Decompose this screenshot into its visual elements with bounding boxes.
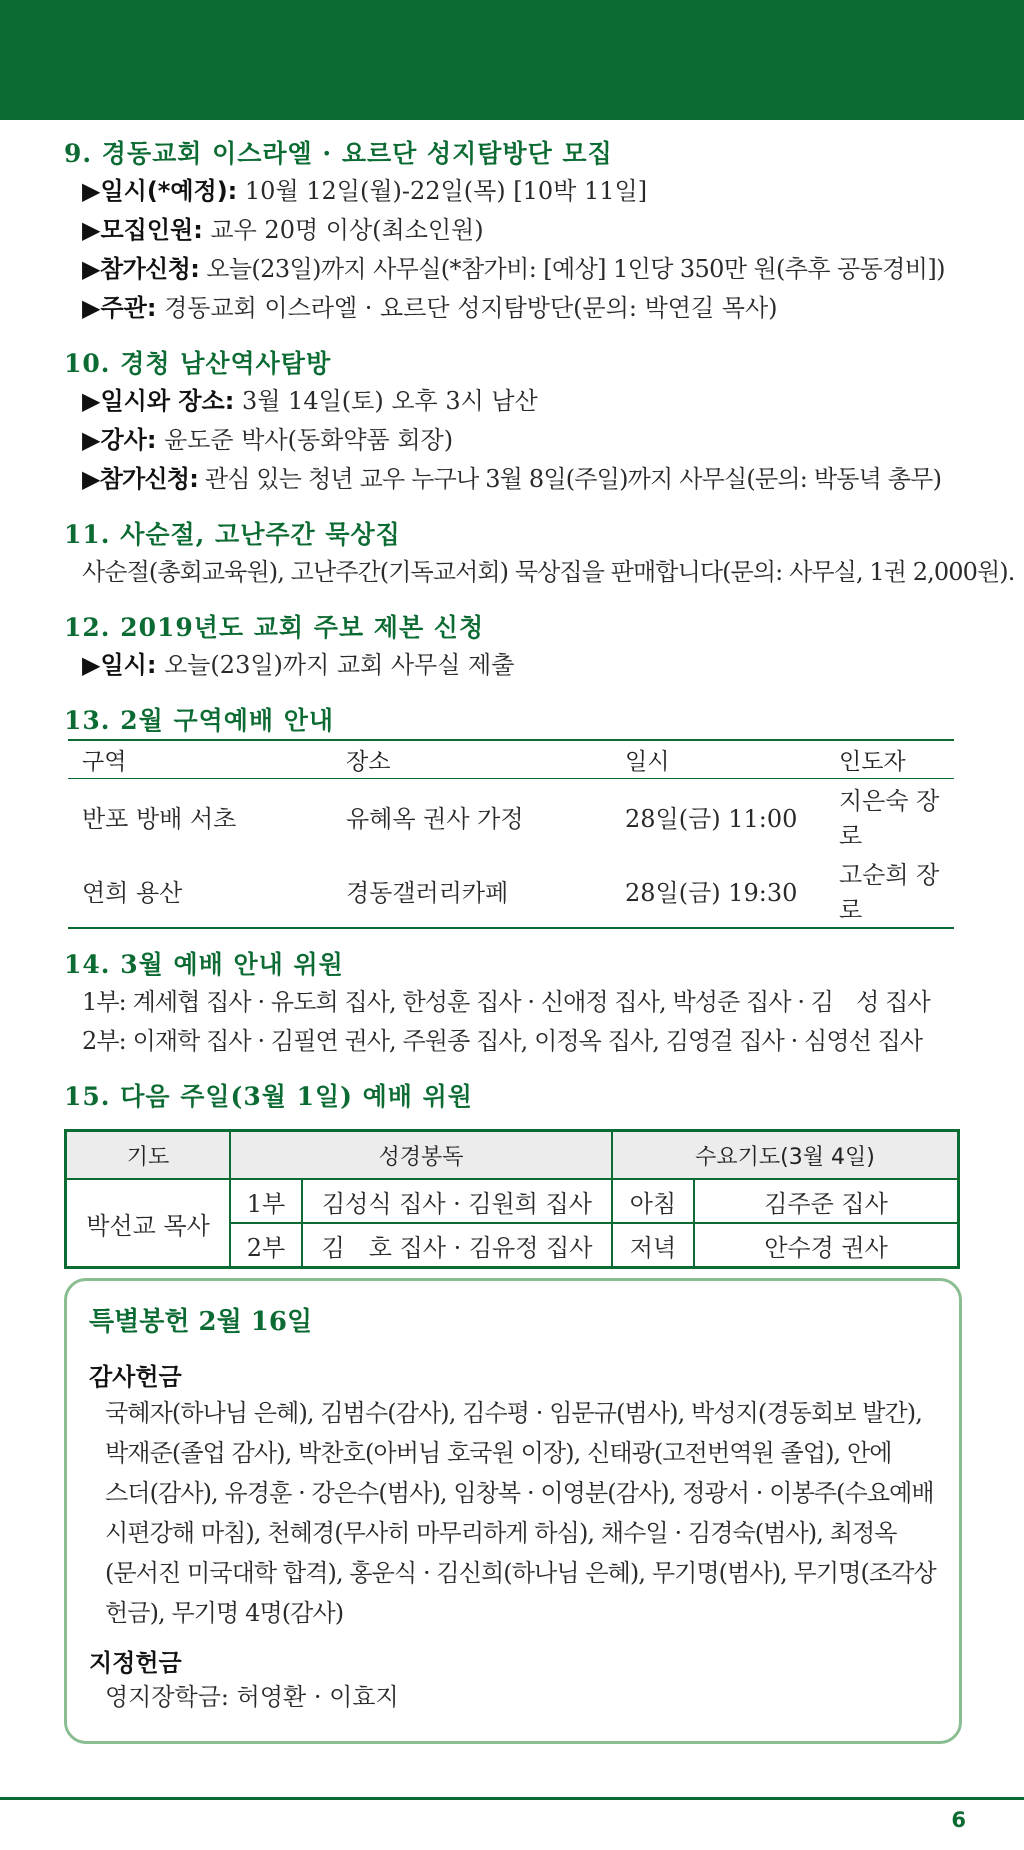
header-banner xyxy=(0,0,1024,120)
s10-item: ▶참가신청: 관심 있는 청년 교우 누구나 3월 8일(주일)까지 사무실(문의: 박동녁 총무) xyxy=(82,465,942,493)
page-number: 6 xyxy=(951,1808,966,1832)
section-14-title: 14. 3월 예배 안내 위원 xyxy=(64,950,344,979)
offering-line: 박재준(졸업 감사), 박찬호(아버님 호국원 이장), 신태광(고전번역원 졸업), 안에 xyxy=(105,1439,892,1467)
table-row xyxy=(66,1179,959,1223)
s12-item: ▶일시: 오늘(23일)까지 교회 사무실 제출 xyxy=(82,651,515,679)
wed-leader: 안수경 권사 xyxy=(694,1223,959,1268)
prayer-leader: 박선교 목사 xyxy=(66,1179,231,1268)
time-label: 아침 xyxy=(612,1179,694,1223)
wed-leader: 김주준 집사 xyxy=(694,1179,959,1223)
thanks-offering-heading: 감사헌금 xyxy=(89,1363,182,1391)
footer-divider xyxy=(0,1797,1024,1800)
col-time: 일시 xyxy=(611,740,825,779)
col-reading: 성경봉독 xyxy=(230,1131,612,1180)
service-label: 1부 xyxy=(230,1179,302,1223)
announcements xyxy=(64,136,1015,1269)
cell: 지은숙 장로 xyxy=(839,787,940,850)
table-header-row xyxy=(66,1131,959,1180)
section-13-title: 13. 2월 구역예배 안내 xyxy=(64,706,335,735)
readers: 김성식 집사 · 김원희 집사 xyxy=(302,1179,612,1223)
col-prayer: 기도 xyxy=(66,1131,231,1180)
readers: 김 호 집사 · 김유정 집사 xyxy=(302,1223,612,1268)
cell: 유혜옥 권사 가정 xyxy=(346,804,524,833)
cell: 28일(금) 11:00 xyxy=(625,804,798,833)
designated-offering-text: 영지장학금: 허영환 · 이효지 xyxy=(105,1683,399,1711)
s9-item: ▶일시(*예정): 10월 12일(월)-22일(목) [10박 11일] xyxy=(82,177,648,205)
offering-title: 특별봉헌 2월 16일 xyxy=(89,1307,313,1337)
s14-line: 2부: 이재학 집사 · 김필연 권사, 주원종 집사, 이정옥 집사, 김영걸 집사 · 심영선 집사 xyxy=(82,1027,923,1055)
s9-item: ▶모집인원: 교우 20명 이상(최소인원) xyxy=(82,216,484,244)
s11-text: 사순절(총회교육원), 고난주간(기독교서회) 묵상집을 판매합니다(문의: 사무실, 1권 2,000원). xyxy=(82,558,1015,586)
section-15-title: 15. 다음 주일(3월 1일) 예배 위원 xyxy=(64,1082,473,1111)
district-worship-table xyxy=(68,739,954,929)
section-9-title: 9. 경동교회 이스라엘 · 요르단 성지탐방단 모집 xyxy=(64,139,613,168)
thanks-offering-list xyxy=(105,1393,945,1633)
worship-committee-table xyxy=(64,1129,960,1269)
col-wednesday: 수요기도(3월 4일) xyxy=(612,1131,959,1180)
cell: 28일(금) 19:30 xyxy=(611,853,825,928)
col-place: 장소 xyxy=(332,740,611,779)
table-header-row xyxy=(68,740,954,779)
table-row xyxy=(68,779,954,854)
section-11-title: 11. 사순절, 고난주간 묵상집 xyxy=(64,520,401,549)
offering-line: 국혜자(하나님 은혜), 김범수(감사), 김수평 · 임문규(범사), 박성지(경동회보 발간), xyxy=(105,1399,922,1427)
s9-item: ▶주관: 경동교회 이스라엘 · 요르단 성지탐방단(문의: 박연길 목사) xyxy=(82,294,778,322)
col-district: 구역 xyxy=(68,740,332,779)
s10-item: ▶일시와 장소: 3월 14일(토) 오후 3시 남산 xyxy=(82,387,538,415)
s10-item: ▶강사: 윤도준 박사(동화약품 회장) xyxy=(82,426,454,454)
table-row xyxy=(68,853,954,928)
offering-line: 시편강해 마침), 천혜경(무사히 마무리하게 하심), 채수일 · 김경숙(범사), 최정옥 xyxy=(105,1519,897,1547)
cell: 반포 방배 서초 xyxy=(82,804,237,833)
offering-line: 헌금), 무기명 4명(감사) xyxy=(105,1599,344,1627)
s9-item: ▶참가신청: 오늘(23일)까지 사무실(*참가비: [예상] 1인당 350만 원(추후 공동경비]) xyxy=(82,255,945,283)
cell: 연희 용산 xyxy=(68,853,332,928)
offering-line: 스더(감사), 유경훈 · 강은수(범사), 임창복 · 이영분(감사), 정광서 · 이봉주(수요예배 xyxy=(105,1479,934,1507)
offering-line: (문서진 미국대학 합격), 홍운식 · 김신희(하나님 은혜), 무기명(범사), 무기명(조각상 xyxy=(105,1559,936,1587)
cell: 고순희 장로 xyxy=(825,853,954,928)
designated-offering-heading: 지정헌금 xyxy=(89,1649,182,1677)
col-leader: 인도자 xyxy=(825,740,954,779)
s14-line: 1부: 계세협 집사 · 유도희 집사, 한성훈 집사 · 신애정 집사, 박성준 집사 · 김 성 집사 xyxy=(82,988,930,1016)
section-10-title: 10. 경청 남산역사탐방 xyxy=(64,349,332,378)
cell: 경동갤러리카페 xyxy=(332,853,611,928)
section-12-title: 12. 2019년도 교회 주보 제본 신청 xyxy=(64,613,485,642)
service-label: 2부 xyxy=(230,1223,302,1268)
time-label: 저녁 xyxy=(612,1223,694,1268)
special-offering-box xyxy=(64,1278,962,1744)
